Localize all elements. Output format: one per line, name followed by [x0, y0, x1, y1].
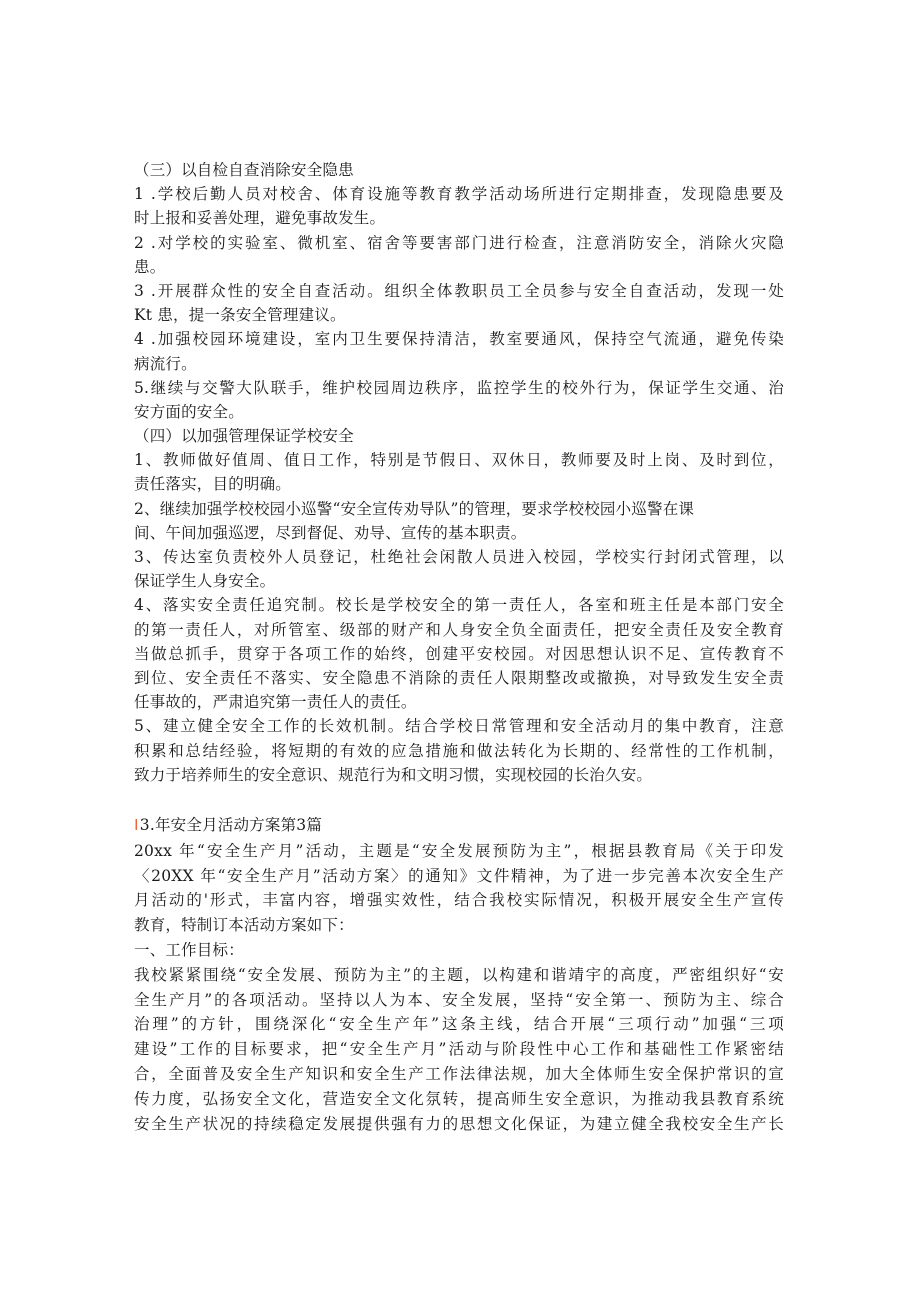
paragraph-line: 间、午间加强巡逻，尽到督促、劝导、宣传的基本职责。 [134, 523, 527, 542]
paragraph-line: 4、落实安全责任追究制。校长是学校安全的第一责任人，各室和班主任是本部门安全 [134, 596, 784, 615]
paragraph-line: 合，全面普及安全生产知识和安全生产工作法律法规，加大全体师生安全保护常识的宣 [134, 1064, 784, 1083]
section-activity-plan [134, 813, 784, 1136]
paragraph-line: 积累和总结经验，将短期的有效的应急措施和做法转化为长期的、经常性的工作机制， [134, 741, 784, 760]
paragraph-line: 3 .开展群众性的安全自查活动。组织全体教职员工全员参与安全自查活动，发现一处 [134, 281, 784, 300]
paragraph-line: 患。 [134, 257, 166, 276]
paragraph-line: 2 .对学校的实验室、微机室、宿舍等要害部门进行检查，注意消防安全，消除火灾隐 [134, 233, 784, 252]
paragraph-line: 安全生产状况的持续稳定发展提供强有力的思想文化保证，为建立健全我校安全生产长 [134, 1114, 784, 1133]
paragraph-line: 20xx 年“安全生产月”活动，主题是“安全发展预防为主”，根据县教育局《关于印发 [134, 841, 784, 860]
subheading-work-goal: 一、工作目标： [134, 940, 244, 959]
section-heading-text: 3.年安全月活动方案第3篇 [139, 816, 323, 834]
paragraph-line: 建设”工作的目标要求，把“安全生产月”活动与阶段性中心工作和基础性工作紧密结 [134, 1040, 784, 1059]
paragraph-line: 〈20XX 年“安全生产月”活动方案〉的通知》文件精神，为了进一步完善本次安全生产 [134, 866, 784, 885]
paragraph-line: Kt 患，提一条安全管理建议。 [134, 306, 346, 325]
paragraph-line: 安方面的安全。 [134, 402, 244, 421]
paragraph-line: 5.继续与交警大队联手，维护校园周边秩序，监控学生的校外行为，保证学生交通、治 [134, 378, 784, 397]
paragraph-line: 月活动的'形式，丰富内容，增强实效性，结合我校实际情况，积极开展安全生产宣传 [134, 891, 784, 910]
paragraph-line: 任事故的，严肃追究第一责任人的责任。 [134, 693, 417, 712]
paragraph-line: 2、继续加强学校校园小巡警“安全宣传劝导队”的管理，要求学校校园小巡警在课 [134, 499, 695, 518]
paragraph-line: 教育，特制订本活动方案如下： [134, 916, 354, 935]
paragraph-line: 时上报和妥善处理，避免事故发生。 [134, 209, 386, 228]
paragraph-line: 致力于培养师生的安全意识、规范行为和文明习惯，实现校园的长治久安。 [134, 765, 653, 784]
paragraph-line: 病流行。 [134, 354, 197, 373]
paragraph-line: 3、传达室负责校外人员登记，杜绝社会闲散人员进入校园，学校实行封闭式管理，以 [134, 548, 784, 566]
paragraph-line: 保证学生人身安全。 [134, 572, 276, 591]
section-heading [134, 813, 784, 838]
paragraph-line: 的第一责任人，对所管室、级部的财产和人身安全负全面责任，把安全责任及安全教育 [134, 620, 784, 639]
paragraph-line: 治理”的方针，围绕深化“安全生产年”这条主线，结合开展“三项行动”加强“三项 [134, 1015, 784, 1034]
heading-marker: I [134, 816, 139, 834]
paragraph-line: 1 .学校后勤人员对校舍、体育设施等教育教学活动场所进行定期排查，发现隐患要及 [134, 185, 784, 204]
paragraph-line: 我校紧紧围绕“安全发展、预防为主”的主题，以构建和谐靖宇的高度，严密组织好“安 [134, 965, 784, 984]
subheading-self-inspection: （三）以自检自查消除安全隐患 [134, 161, 354, 179]
paragraph-line: 5、建立健全安全工作的长效机制。结合学校日常管理和安全活动月的集中教育，注意 [134, 717, 784, 736]
paragraph-line: 全生产月”的各项活动。坚持以人为本、安全发展，坚持“安全第一、预防为主、综合 [134, 990, 784, 1009]
paragraph-line: 1、教师做好值周、值日工作，特别是节假日、双休日，教师要及时上岗、及时到位， [134, 451, 784, 470]
paragraph-line: 当做总抓手，贯穿于各项工作的始终，创建平安校园。对因思想认识不足、宣传教育不 [134, 644, 784, 663]
subheading-management: （四）以加强管理保证学校安全 [134, 427, 354, 446]
section-school-safety [134, 158, 784, 787]
paragraph-line: 责任落实，目的明确。 [134, 475, 292, 494]
paragraph-line: 传力度，弘扬安全文化，营造安全文化氛转，提高师生安全意识，为推动我县教育系统 [134, 1089, 784, 1108]
paragraph-line: 4 .加强校园环境建设，室内卫生要保持清洁，教室要通风，保持空气流通，避免传染 [134, 330, 784, 349]
paragraph-line: 到位、安全责任不落实、安全隐患不消除的责任人限期整改或撤换，对导致发生安全责 [134, 668, 784, 687]
